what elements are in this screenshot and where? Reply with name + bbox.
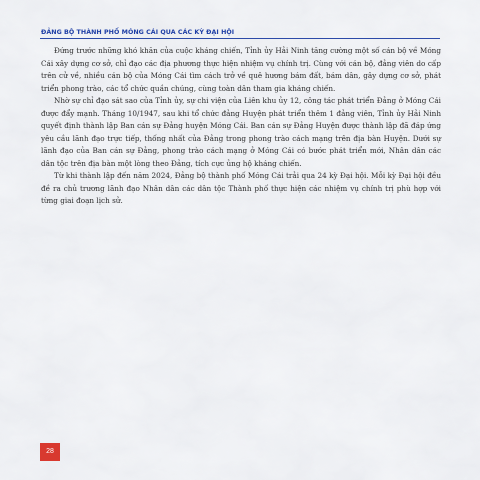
running-header-title: ĐẢNG BỘ THÀNH PHỐ MÓNG CÁI QUA CÁC KỲ ĐẠI HỘI [41, 29, 235, 36]
page-number: 28 [40, 443, 60, 461]
header-divider [40, 38, 440, 39]
paragraph: Đứng trước những khó khăn của cuộc kháng chiến, Tỉnh ủy Hải Ninh tăng cường một số cán bộ về Móng Cái xây dựng cơ sở, chỉ đạo các địa phương thực hiện nhiệm vụ chính trị. Cùng với cán bộ, đảng viên do cấp trên cử về, nhiều cán bộ của Móng Cái tìm cách trở về quê hương bám đất, bám dân, gây dựng cơ sở, phát triển phong trào, các tổ chức quần chúng, cùng toàn dân tham gia kháng chiến. [41, 46, 441, 93]
paragraph: Từ khi thành lập đến năm 2024, Đảng bộ thành phố Móng Cái trải qua 24 kỳ Đại hội. Mỗi kỳ Đại hội đều đề ra chủ trương lãnh đạo Nhân dân các dân tộc Thành phố thực hiện các nhiệm vụ chính trị phù hợp với từng giai đoạn lịch sử. [41, 171, 441, 205]
body-text [41, 45, 441, 208]
paragraph: Nhờ sự chỉ đạo sát sao của Tỉnh ủy, sự chi viện của Liên khu ủy 12, công tác phát triển Đảng ở Móng Cái được đẩy mạnh. Tháng 10/1947, sau khi tổ chức đảng Huyện phát triển thêm 1 đảng viên, Tỉnh ủy Hải Ninh quyết định thành lập Ban cán sự Đảng huyện Móng Cái. Ban cán sự Đảng Huyện được thành lập đã đáp ứng yêu cầu lãnh đạo trực tiếp, thống nhất của Đảng trong phong trào cách mạng trên địa bàn Huyện. Dưới sự lãnh đạo của Ban cán sự Đảng, phong trào cách mạng ở Móng Cái có bước phát triển mới, Nhân dân các dân tộc trên địa bàn một lòng theo Đảng, tích cực ủng hộ kháng chiến. [41, 96, 441, 168]
